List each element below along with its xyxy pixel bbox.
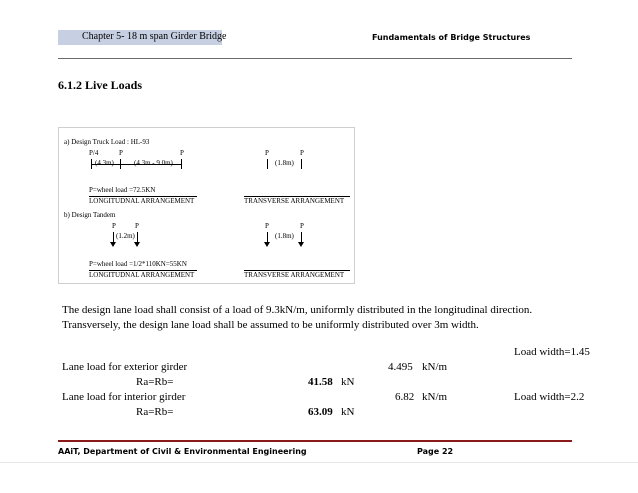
section-title: 6.1.2 Live Loads bbox=[58, 78, 143, 92]
interior-lane-load-unit: kN/m bbox=[422, 391, 448, 403]
truck-load-label-2: P bbox=[119, 149, 123, 157]
truck-load-label-3: P bbox=[180, 149, 184, 157]
truck-wheel-load: P=wheel load =72.5KN bbox=[89, 186, 156, 194]
interior-reaction-value: 63.09 bbox=[308, 406, 333, 418]
tandem-wheel-load: P=wheel load =1/2*110KN=55KN bbox=[89, 260, 187, 268]
tandem-trans-spacing: (1.8m) bbox=[275, 232, 294, 240]
figure-b-title: b) Design Tandem bbox=[64, 211, 116, 219]
truck-spacing-1: (4.3m) bbox=[95, 159, 114, 167]
truck-spacing-2: (4.3m - 9.0m) bbox=[134, 159, 173, 167]
footer-page-number: Page 22 bbox=[417, 447, 454, 456]
truck-longitudinal-label: LONGITUDNAL ARRANGEMENT bbox=[89, 197, 195, 205]
paragraph-line-1: The design lane load shall consist of a load of 9.3kN/m, uniformly distributed in the longitudinal direction. bbox=[62, 304, 533, 316]
truck-trans-load-1: P bbox=[265, 149, 269, 157]
interior-reaction-label: Ra=Rb= bbox=[136, 406, 174, 418]
footer-divider bbox=[58, 440, 572, 442]
header-divider bbox=[58, 58, 572, 59]
tandem-trans-wheel-1 bbox=[267, 232, 268, 242]
truck-trans-wheel-2 bbox=[301, 159, 302, 169]
truck-trans-spacing: (1.8m) bbox=[275, 159, 294, 167]
truck-transverse-label: TRANSVERSE ARRANGEMENT bbox=[244, 197, 345, 205]
interior-lane-load-value: 6.82 bbox=[395, 391, 415, 403]
interior-load-width: Load width=2.2 bbox=[514, 391, 585, 403]
exterior-lane-load-value: 4.495 bbox=[388, 361, 413, 373]
exterior-load-width: Load width=1.45 bbox=[514, 346, 590, 358]
live-load-figure bbox=[58, 127, 355, 284]
tandem-trans-wheel-2 bbox=[301, 232, 302, 242]
exterior-reaction-label: Ra=Rb= bbox=[136, 376, 174, 388]
interior-reaction-unit: kN bbox=[341, 406, 355, 418]
tandem-axle-2 bbox=[137, 232, 138, 242]
tandem-trans-arrow-1 bbox=[264, 242, 270, 247]
interior-lane-load-label: Lane load for interior girder bbox=[62, 391, 186, 403]
tandem-longitudinal-label: LONGITUDNAL ARRANGEMENT bbox=[89, 271, 195, 279]
exterior-reaction-value: 41.58 bbox=[308, 376, 333, 388]
tandem-trans-arrow-2 bbox=[298, 242, 304, 247]
paragraph-line-2: Transversely, the design lane load shall be assumed to be uniformly distributed over 3m width. bbox=[62, 319, 479, 331]
truck-trans-load-2: P bbox=[300, 149, 304, 157]
tandem-axle-1 bbox=[113, 232, 114, 242]
truck-trans-wheel-1 bbox=[267, 159, 268, 169]
tandem-axle-1-arrow bbox=[110, 242, 116, 247]
header-book-title: Fundamentals of Bridge Structures bbox=[372, 33, 531, 42]
exterior-lane-load-unit: kN/m bbox=[422, 361, 448, 373]
tandem-transverse-label: TRANSVERSE ARRANGEMENT bbox=[244, 271, 345, 279]
tandem-load-label-2: P bbox=[135, 222, 139, 230]
exterior-reaction-unit: kN bbox=[341, 376, 355, 388]
truck-axle-3 bbox=[181, 159, 182, 169]
figure-a-title: a) Design Truck Load : HL-93 bbox=[64, 138, 150, 146]
exterior-lane-load-label: Lane load for exterior girder bbox=[62, 361, 188, 373]
tandem-axle-2-arrow bbox=[134, 242, 140, 247]
page-bottom-edge bbox=[0, 462, 638, 463]
truck-load-label-1: P/4 bbox=[89, 149, 99, 157]
tandem-trans-load-1: P bbox=[265, 222, 269, 230]
tandem-trans-load-2: P bbox=[300, 222, 304, 230]
tandem-spacing: (1.2m) bbox=[116, 232, 135, 240]
tandem-load-label-1: P bbox=[112, 222, 116, 230]
footer-department: AAiT, Department of Civil & Environmental Engineering bbox=[58, 447, 307, 456]
header-chapter-title: Chapter 5- 18 m span Girder Bridge bbox=[82, 31, 227, 42]
